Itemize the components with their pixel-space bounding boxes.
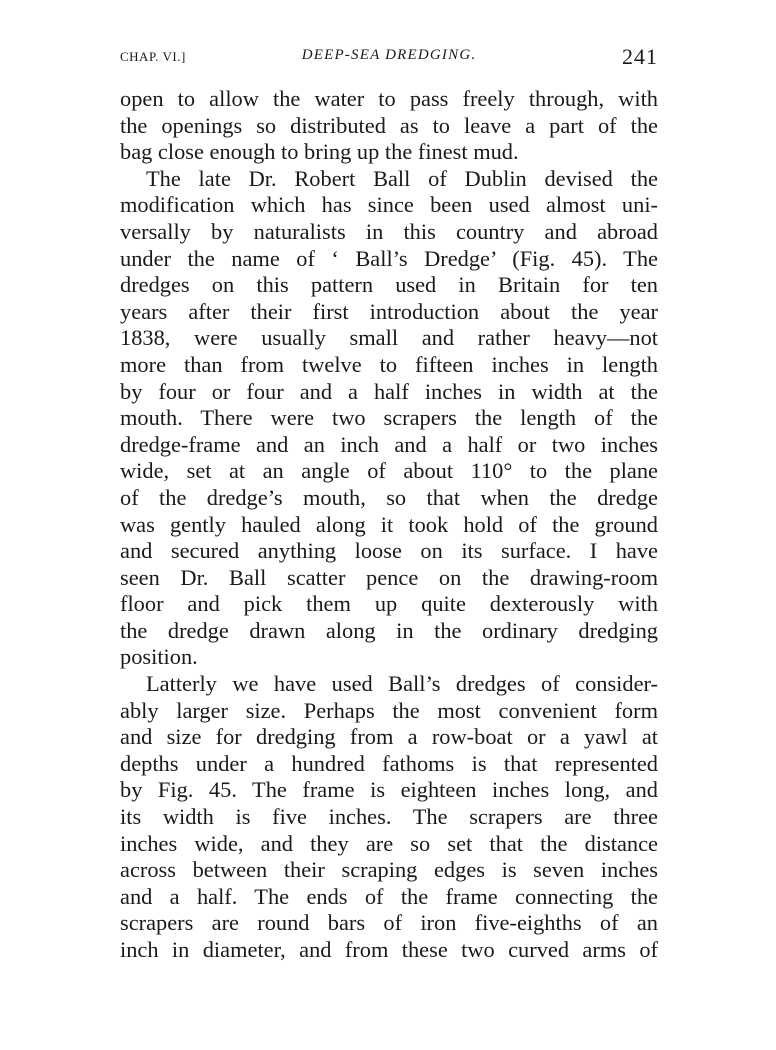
text-line: scrapers are round bars of iron five-eighths of an — [120, 910, 658, 936]
text-line: years after their first introduction about the year — [120, 298, 658, 324]
text-line: dredge-frame and an inch and a half or two inches — [120, 431, 658, 457]
text-line: and size for dredging from a row-boat or a yawl at — [120, 724, 658, 750]
text-line: versally by naturalists in this country and abroad — [120, 218, 658, 244]
text-line: bag close enough to bring up the finest mud. — [120, 139, 519, 165]
text-line: inch in diameter, and from these two curved arms of — [120, 937, 658, 962]
text-line: mouth. There were two scrapers the length of the — [120, 405, 658, 431]
running-title: DEEP-SEA DREDGING. — [301, 47, 477, 63]
text-line: position. — [120, 644, 198, 670]
body-text — [120, 86, 658, 964]
paragraph — [120, 166, 658, 671]
text-line: and secured anything loose on its surface. I have — [120, 538, 658, 564]
chapter-marker: CHAP. VI.] — [120, 49, 186, 64]
text-line: by four or four and a half inches in width at the — [120, 378, 658, 404]
text-line: The late Dr. Robert Ball of Dublin devised the — [146, 165, 658, 191]
paragraph — [120, 86, 658, 166]
text-line: by Fig. 45. The frame is eighteen inches long, and — [120, 777, 658, 803]
text-line: Latterly we have used Ball’s dredges of consider- — [146, 671, 658, 697]
text-line: dredges on this pattern used in Britain for ten — [120, 272, 658, 298]
text-line: across between their scraping edges is seven inches — [120, 857, 658, 883]
text-line: inches wide, and they are so set that the distance — [120, 830, 658, 856]
text-line: under the name of ‘ Ball’s Dredge’ (Fig. 45). The — [120, 245, 658, 271]
text-line: wide, set at an angle of about 110° to the plane — [120, 458, 658, 484]
text-line: floor and pick them up quite dexterously with — [120, 591, 658, 617]
paragraph — [120, 671, 658, 964]
text-line: its width is five inches. The scrapers are three — [120, 804, 658, 830]
text-line: of the dredge’s mouth, so that when the dredge — [120, 484, 658, 510]
text-line: 1838, were usually small and rather heavy—not — [120, 325, 658, 351]
text-line: the openings so distributed as to leave a part of the — [120, 112, 658, 138]
text-line: was gently hauled along it took hold of the ground — [120, 511, 658, 537]
running-header — [120, 44, 658, 74]
text-line: ably larger size. Perhaps the most convenient form — [120, 697, 658, 723]
text-line: depths under a hundred fathoms is that represented — [120, 750, 658, 776]
text-line: seen Dr. Ball scatter pence on the drawing-room — [120, 564, 658, 590]
text-line: modification which has since been used almost uni- — [120, 192, 658, 218]
text-line: the dredge drawn along in the ordinary dredging — [120, 617, 658, 643]
text-line: more than from twelve to fifteen inches in length — [120, 351, 658, 377]
text-line: open to allow the water to pass freely through, with — [120, 86, 658, 111]
text-line: and a half. The ends of the frame connecting the — [120, 883, 658, 909]
page-number: 241 — [622, 44, 658, 69]
